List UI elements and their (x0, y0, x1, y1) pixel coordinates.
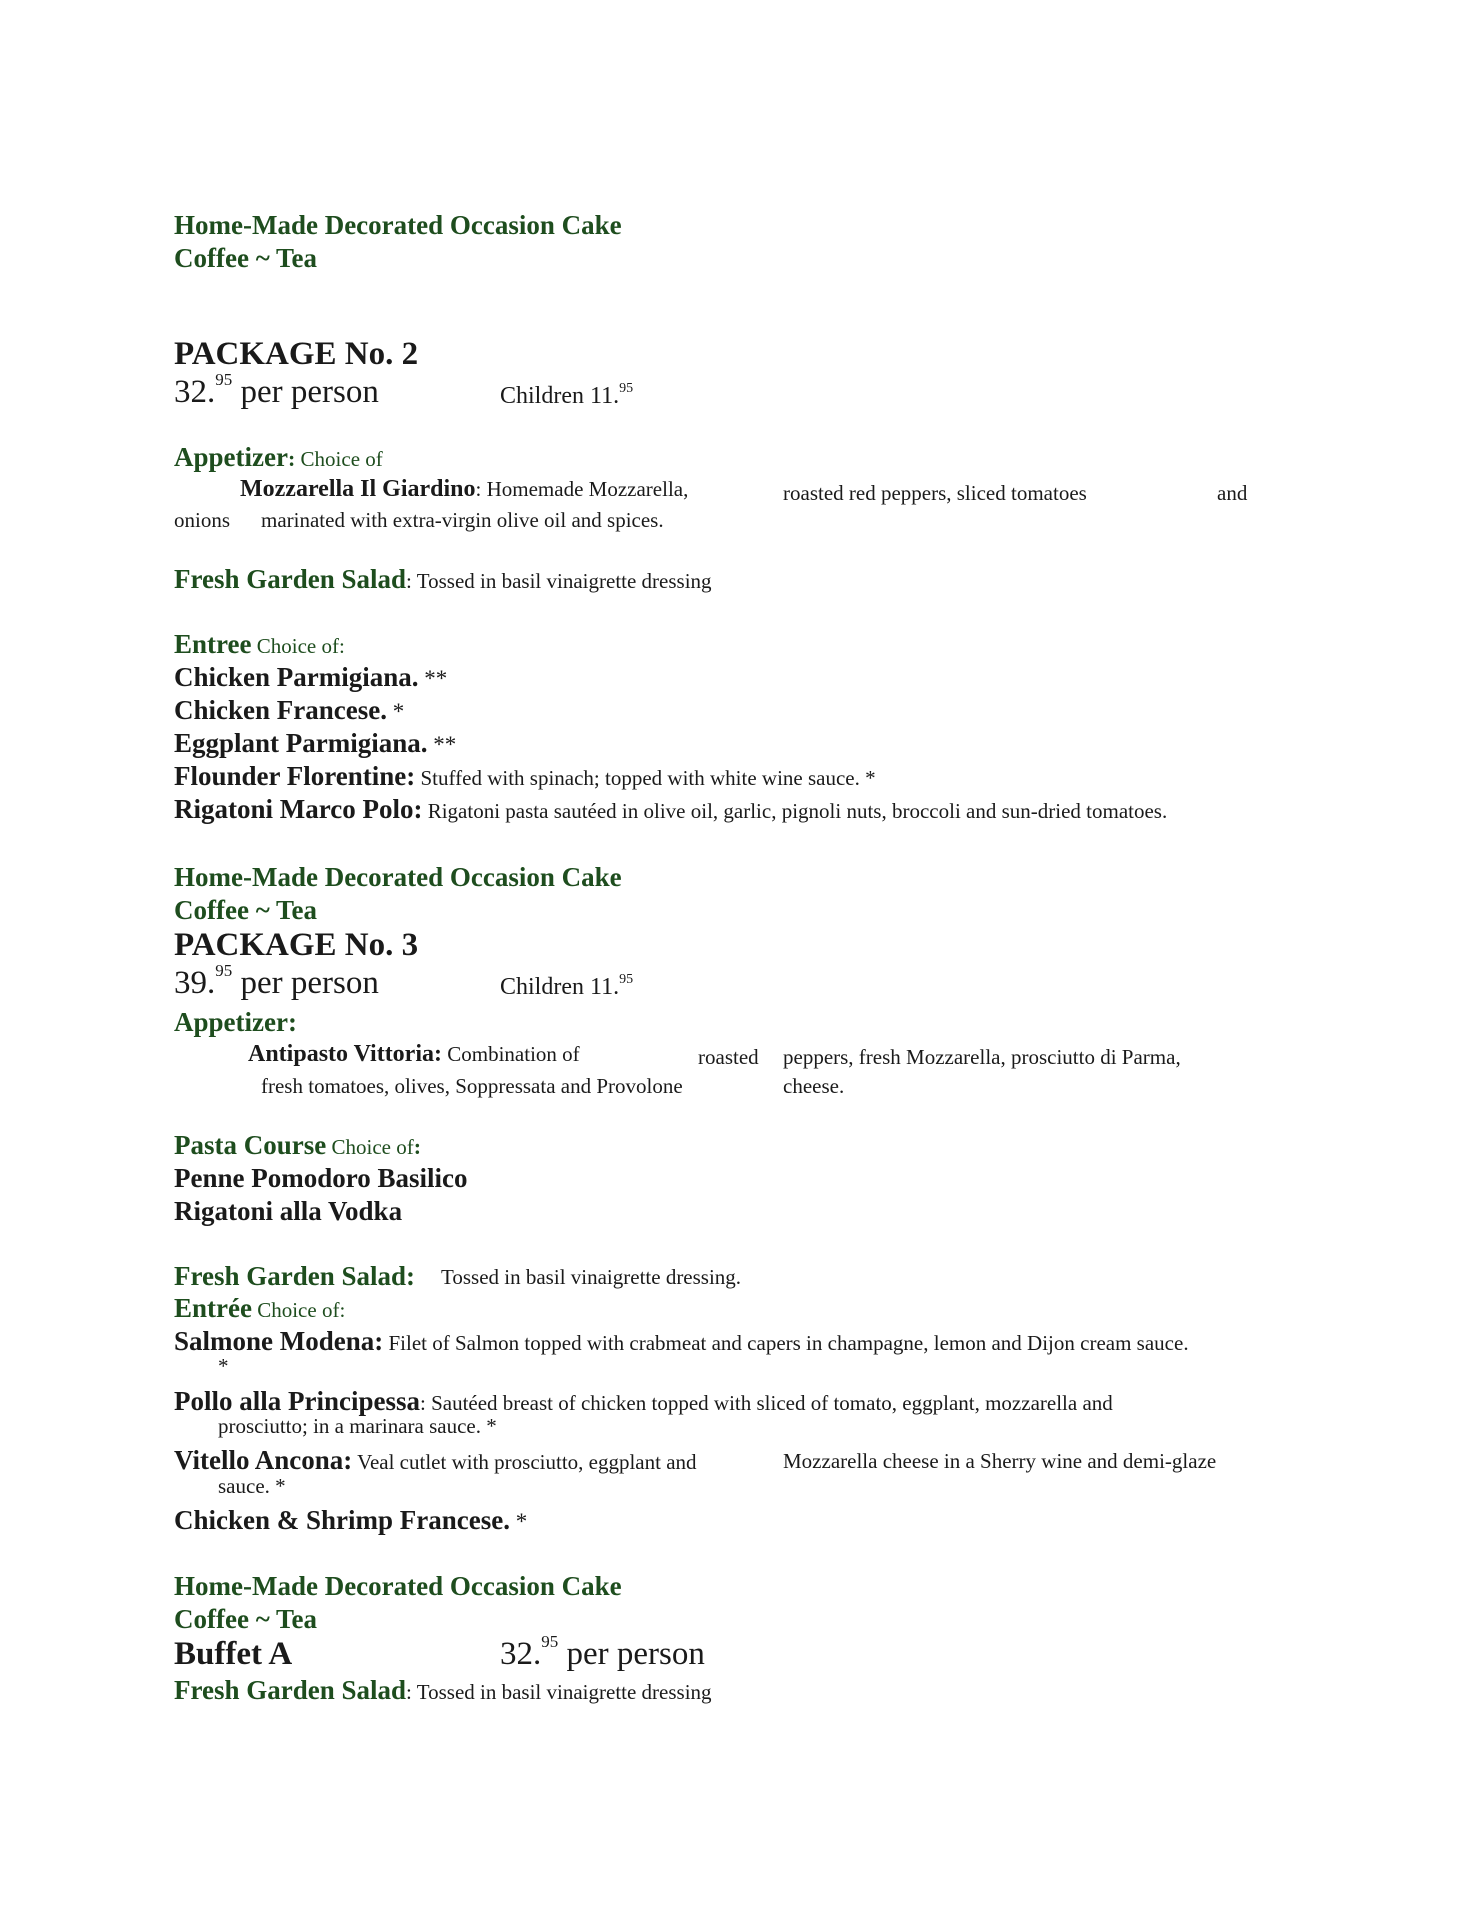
chicken-shrimp-francese: Chicken & Shrimp Francese. * (174, 1505, 528, 1535)
package-2-entree-heading: Entree Choice of: (174, 629, 345, 659)
mozzarella-desc-3: and (1217, 481, 1248, 505)
entree-item: Rigatoni Marco Polo: Rigatoni pasta sautéed in olive oil, garlic, pignoli nuts, broccoli and sun-dried tomatoes. (174, 794, 1168, 824)
vitello-desc-3: sauce. * (218, 1474, 286, 1498)
salmone-star: * (218, 1354, 229, 1378)
antipasto-desc-4: fresh tomatoes, olives, Soppressata and Provolone (261, 1074, 683, 1098)
coffee-tea-heading: Coffee ~ Tea (174, 243, 318, 273)
coffee-tea-heading: Coffee ~ Tea (174, 895, 318, 925)
mozzarella-desc-4: onions (174, 508, 231, 532)
package-3-entree-heading: Entrée Choice of: (174, 1293, 346, 1323)
entree-item: Eggplant Parmigiana. ** (174, 728, 457, 758)
buffet-a-price: 32.95 per person (500, 1632, 705, 1672)
pollo-desc-2: prosciutto; in a marinara sauce. * (218, 1414, 497, 1438)
occasion-cake-heading: Home-Made Decorated Occasion Cake (174, 1571, 622, 1601)
buffet-a-salad: Fresh Garden Salad: Tossed in basil vinaigrette dressing (174, 1675, 712, 1705)
package-3-title: PACKAGE No. 3 (174, 927, 419, 963)
package-2-children-price: Children 11.95 (500, 381, 634, 409)
antipasto-desc-2: roasted (698, 1045, 759, 1069)
antipasto-desc-3: peppers, fresh Mozzarella, prosciutto di Parma, (783, 1045, 1181, 1069)
package-3-pasta-heading: Pasta Course Choice of: (174, 1130, 422, 1160)
pasta-item: Rigatoni alla Vodka (174, 1196, 403, 1226)
package-3-appetizer-heading: Appetizer: (174, 1007, 297, 1037)
vitello-ancona: Vitello Ancona: Veal cutlet with prosciutto, eggplant and (174, 1445, 697, 1475)
package-3-salad-desc: Tossed in basil vinaigrette dressing. (441, 1265, 742, 1289)
mozzarella-il-giardino: Mozzarella Il Giardino: Homemade Mozzarella, (240, 476, 689, 502)
mozzarella-desc-5: marinated with extra-virgin olive oil and spices. (261, 508, 664, 532)
package-3-children-price: Children 11.95 (500, 972, 634, 1000)
occasion-cake-heading: Home-Made Decorated Occasion Cake (174, 862, 622, 892)
antipasto-desc-5: cheese. (783, 1074, 845, 1098)
salmone-modena: Salmone Modena: Filet of Salmon topped with crabmeat and capers in champagne, lemon and Dijon cream sauce. (174, 1326, 1189, 1356)
pollo-alla-principessa: Pollo alla Principessa: Sautéed breast of chicken topped with sliced of tomato, eggplant, mozzarella and (174, 1386, 1113, 1416)
package-3-price: 39.95 per person (174, 961, 379, 1001)
pasta-item: Penne Pomodoro Basilico (174, 1163, 468, 1193)
package-2-appetizer-heading: Appetizer: Choice of (174, 442, 383, 472)
package-2-title: PACKAGE No. 2 (174, 336, 419, 372)
vitello-desc-2: Mozzarella cheese in a Sherry wine and demi-glaze (783, 1449, 1217, 1473)
buffet-a-title: Buffet A (174, 1636, 293, 1672)
occasion-cake-heading: Home-Made Decorated Occasion Cake (174, 210, 622, 240)
package-3-salad-name: Fresh Garden Salad: (174, 1261, 416, 1291)
package-2-price: 32.95 per person (174, 370, 379, 410)
entree-item: Chicken Parmigiana. ** (174, 662, 448, 692)
entree-item: Flounder Florentine: Stuffed with spinach; topped with white wine sauce. * (174, 761, 876, 791)
antipasto-vittoria: Antipasto Vittoria: Combination of (248, 1041, 580, 1067)
mozzarella-desc-2: roasted red peppers, sliced tomatoes (783, 481, 1087, 505)
entree-item: Chicken Francese. * (174, 695, 405, 725)
coffee-tea-heading: Coffee ~ Tea (174, 1604, 318, 1634)
package-2-salad: Fresh Garden Salad: Tossed in basil vinaigrette dressing (174, 564, 712, 594)
